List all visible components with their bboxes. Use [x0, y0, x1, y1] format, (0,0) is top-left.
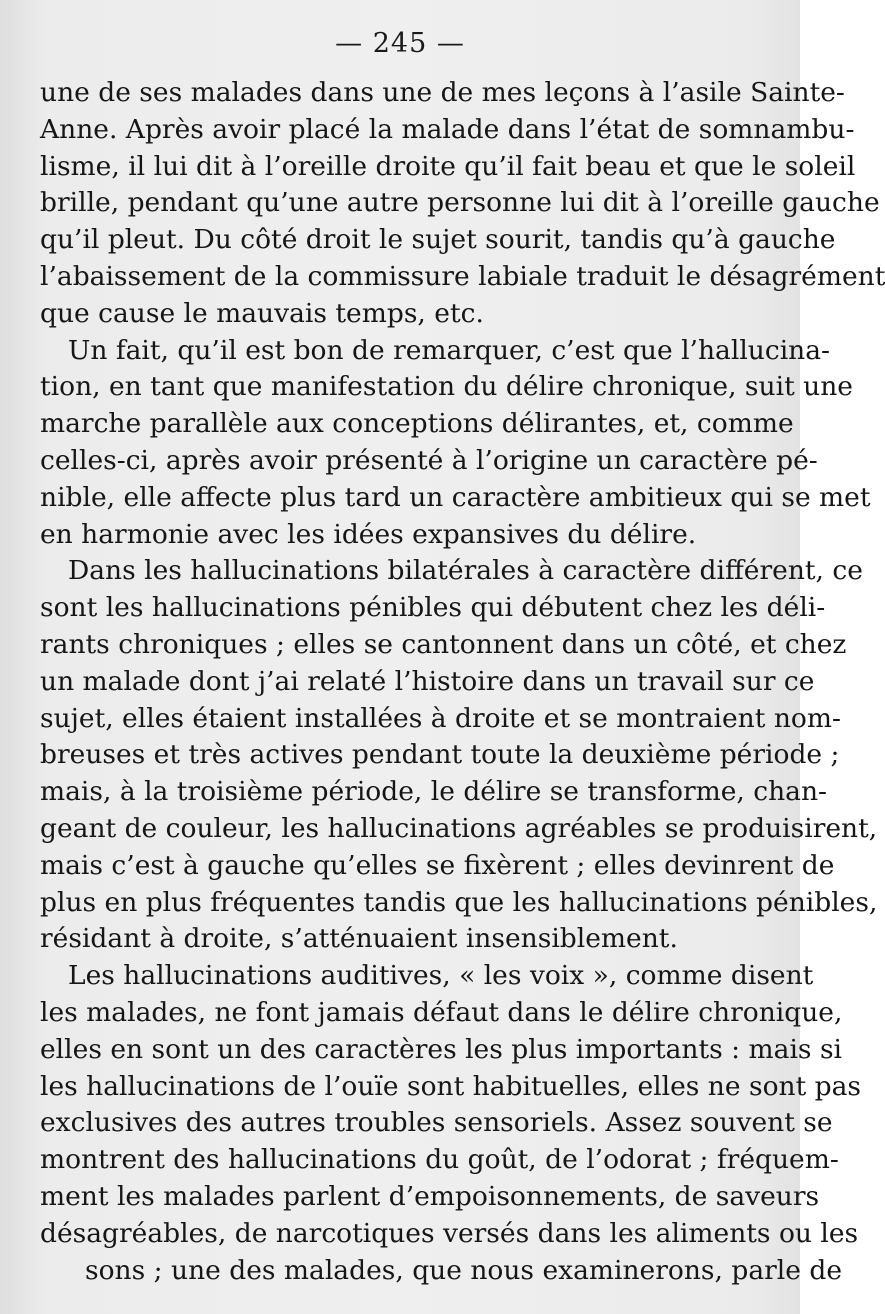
- paragraph: [40, 75, 885, 333]
- text-line: Dans les hallucinations bilatérales à caractère différent, ce: [68, 555, 863, 587]
- text-line: nible, elle affecte plus tard un caractère ambitieux qui se met: [40, 481, 871, 513]
- text-line: les malades, ne font jamais défaut dans le délire chronique,: [40, 996, 843, 1028]
- text-line: un malade dont j’ai relaté l’histoire dans un travail sur ce: [40, 665, 815, 697]
- text-line: sont les hallucinations pénibles qui débutent chez les déli-: [40, 592, 826, 624]
- text-line: que cause le mauvais temps, etc.: [40, 297, 484, 329]
- text-line: elles en sont un des caractères les plus importants : mais si: [40, 1033, 843, 1065]
- paragraph: [40, 553, 878, 958]
- page-number: — 245 —: [335, 28, 465, 59]
- text-line: tion, en tant que manifestation du délire chronique, suit une: [40, 371, 853, 403]
- text-line: rants chroniques ; elles se cantonnent dans un côté, et chez: [40, 628, 847, 660]
- text-line: plus en plus fréquentes tandis que les hallucinations pénibles,: [40, 886, 878, 918]
- text-line: Un fait, qu’il est bon de remarquer, c’est que l’hallucina-: [68, 334, 831, 366]
- text-line: les hallucinations de l’ouïe sont habituelles, elles ne sont pas: [40, 1070, 862, 1102]
- text-line: geant de couleur, les hallucinations agréables se produisirent,: [40, 812, 878, 844]
- text-line: résidant à droite, s’atténuaient insensiblement.: [40, 923, 678, 955]
- paragraph: [40, 333, 871, 554]
- text-line: l’abaissement de la commissure labiale traduit le désagrément: [40, 260, 885, 292]
- text-line: ment les malades parlent d’empoisonnements, de saveurs: [40, 1180, 820, 1212]
- text-line: montrent des hallucinations du goût, de l’odorat ; fréquem-: [40, 1144, 839, 1176]
- text-line: qu’il pleut. Du côté droit le sujet sourit, tandis qu’à gauche: [40, 224, 836, 256]
- text-line: Anne. Après avoir placé la malade dans l’état de somnambu-: [40, 113, 855, 145]
- paragraph: [40, 958, 862, 1289]
- text-line: désagréables, de narcotiques versés dans les aliments ou les: [40, 1217, 859, 1249]
- text-line: sons ; une des malades, que nous examinerons, parle de: [85, 1254, 843, 1286]
- text-line: celles-ci, après avoir présenté à l’origine un caractère pé-: [40, 444, 818, 476]
- text-line: mais c’est à gauche qu’elles se fixèrent ; elles devinrent de: [40, 849, 835, 881]
- text-line: Les hallucinations auditives, « les voix », comme disent: [68, 960, 814, 992]
- text-line: brille, pendant qu’une autre personne lui dit à l’oreille gauche: [40, 187, 880, 219]
- text-line: breuses et très actives pendant toute la deuxième période ;: [40, 739, 840, 771]
- text-line: sujet, elles étaient installées à droite et se montraient nom-: [40, 702, 841, 734]
- text-line: exclusives des autres troubles sensoriels. Assez souvent se: [40, 1107, 833, 1139]
- text-line: marche parallèle aux conceptions délirantes, et, comme: [40, 408, 794, 440]
- text-line: une de ses malades dans une de mes leçons à l’asile Sainte-: [40, 77, 845, 108]
- body-text: [40, 75, 885, 1289]
- text-line: lisme, il lui dit à l’oreille droite qu’il fait beau et que le soleil: [40, 150, 856, 182]
- text-line: en harmonie avec les idées expansives du délire.: [40, 518, 697, 550]
- text-line: mais, à la troisième période, le délire se transforme, chan-: [40, 776, 828, 808]
